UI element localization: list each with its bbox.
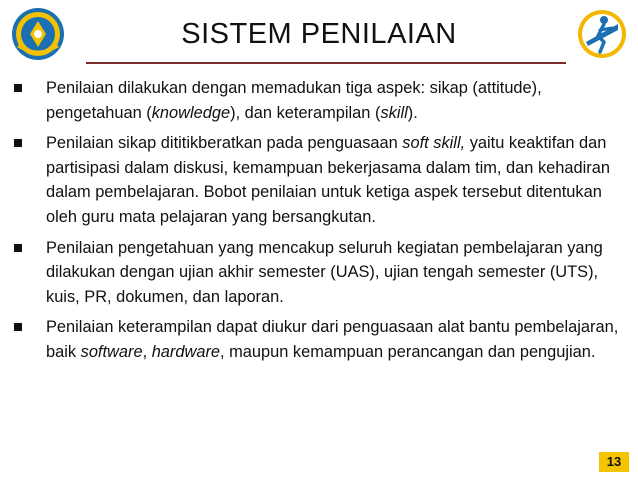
page-number-badge: 13 — [599, 452, 629, 472]
square-bullet-icon — [14, 323, 22, 331]
italic-term: hardware — [151, 342, 221, 361]
italic-term: knowledge — [151, 103, 231, 122]
bullet-text — [46, 318, 618, 361]
square-bullet-icon — [14, 84, 22, 92]
text-run: Penilaian dilakukan dengan memadukan tiga aspek: sikap (attitude), pengetahuan ( — [46, 79, 542, 122]
text-run: Penilaian sikap dititikberatkan pada penguasaan — [46, 134, 403, 153]
square-bullet-icon — [14, 139, 22, 147]
bullet-item — [14, 131, 624, 229]
text-run: , — [142, 342, 152, 361]
text-run: ), dan keterampilan ( — [230, 103, 381, 122]
bullet-item — [14, 236, 624, 310]
text-run: ). — [407, 103, 418, 122]
title-divider — [86, 62, 566, 64]
text-run: yaitu keaktifan dan partisipasi dalam diskusi, kemampuan bekerjasama dalam tim, dan kehadiran dalam pembelajaran. Bobot penilaian untuk ketiga aspek tersebut ditentukan oleh guru mata pelajaran yang bersangkutan. — [46, 134, 610, 226]
italic-term: soft skill, — [402, 134, 466, 153]
square-bullet-icon — [14, 244, 22, 252]
education-figure-logo-icon — [574, 6, 630, 62]
bullet-text — [46, 239, 603, 306]
bullet-text — [46, 79, 542, 122]
bullet-list — [14, 76, 624, 371]
italic-term: skill — [380, 103, 408, 122]
italic-term: software — [80, 342, 143, 361]
bullet-item — [14, 76, 624, 125]
text-run: , maupun kemampuan perancangan dan pengujian. — [220, 342, 596, 361]
page-title: SISTEM PENILAIAN — [181, 18, 457, 50]
bullet-item — [14, 315, 624, 364]
text-run: Penilaian pengetahuan yang mencakup seluruh kegiatan pembelajaran yang dilakukan dengan ujian akhir semester (UAS), ujian tengah semester (UTS), kuis, PR, dokumen, dan laporan. — [46, 238, 603, 306]
bullet-text — [46, 134, 610, 226]
text-run: Penilaian keterampilan dapat diukur dari penguasaan alat bantu pembelajaran, baik — [46, 318, 619, 361]
